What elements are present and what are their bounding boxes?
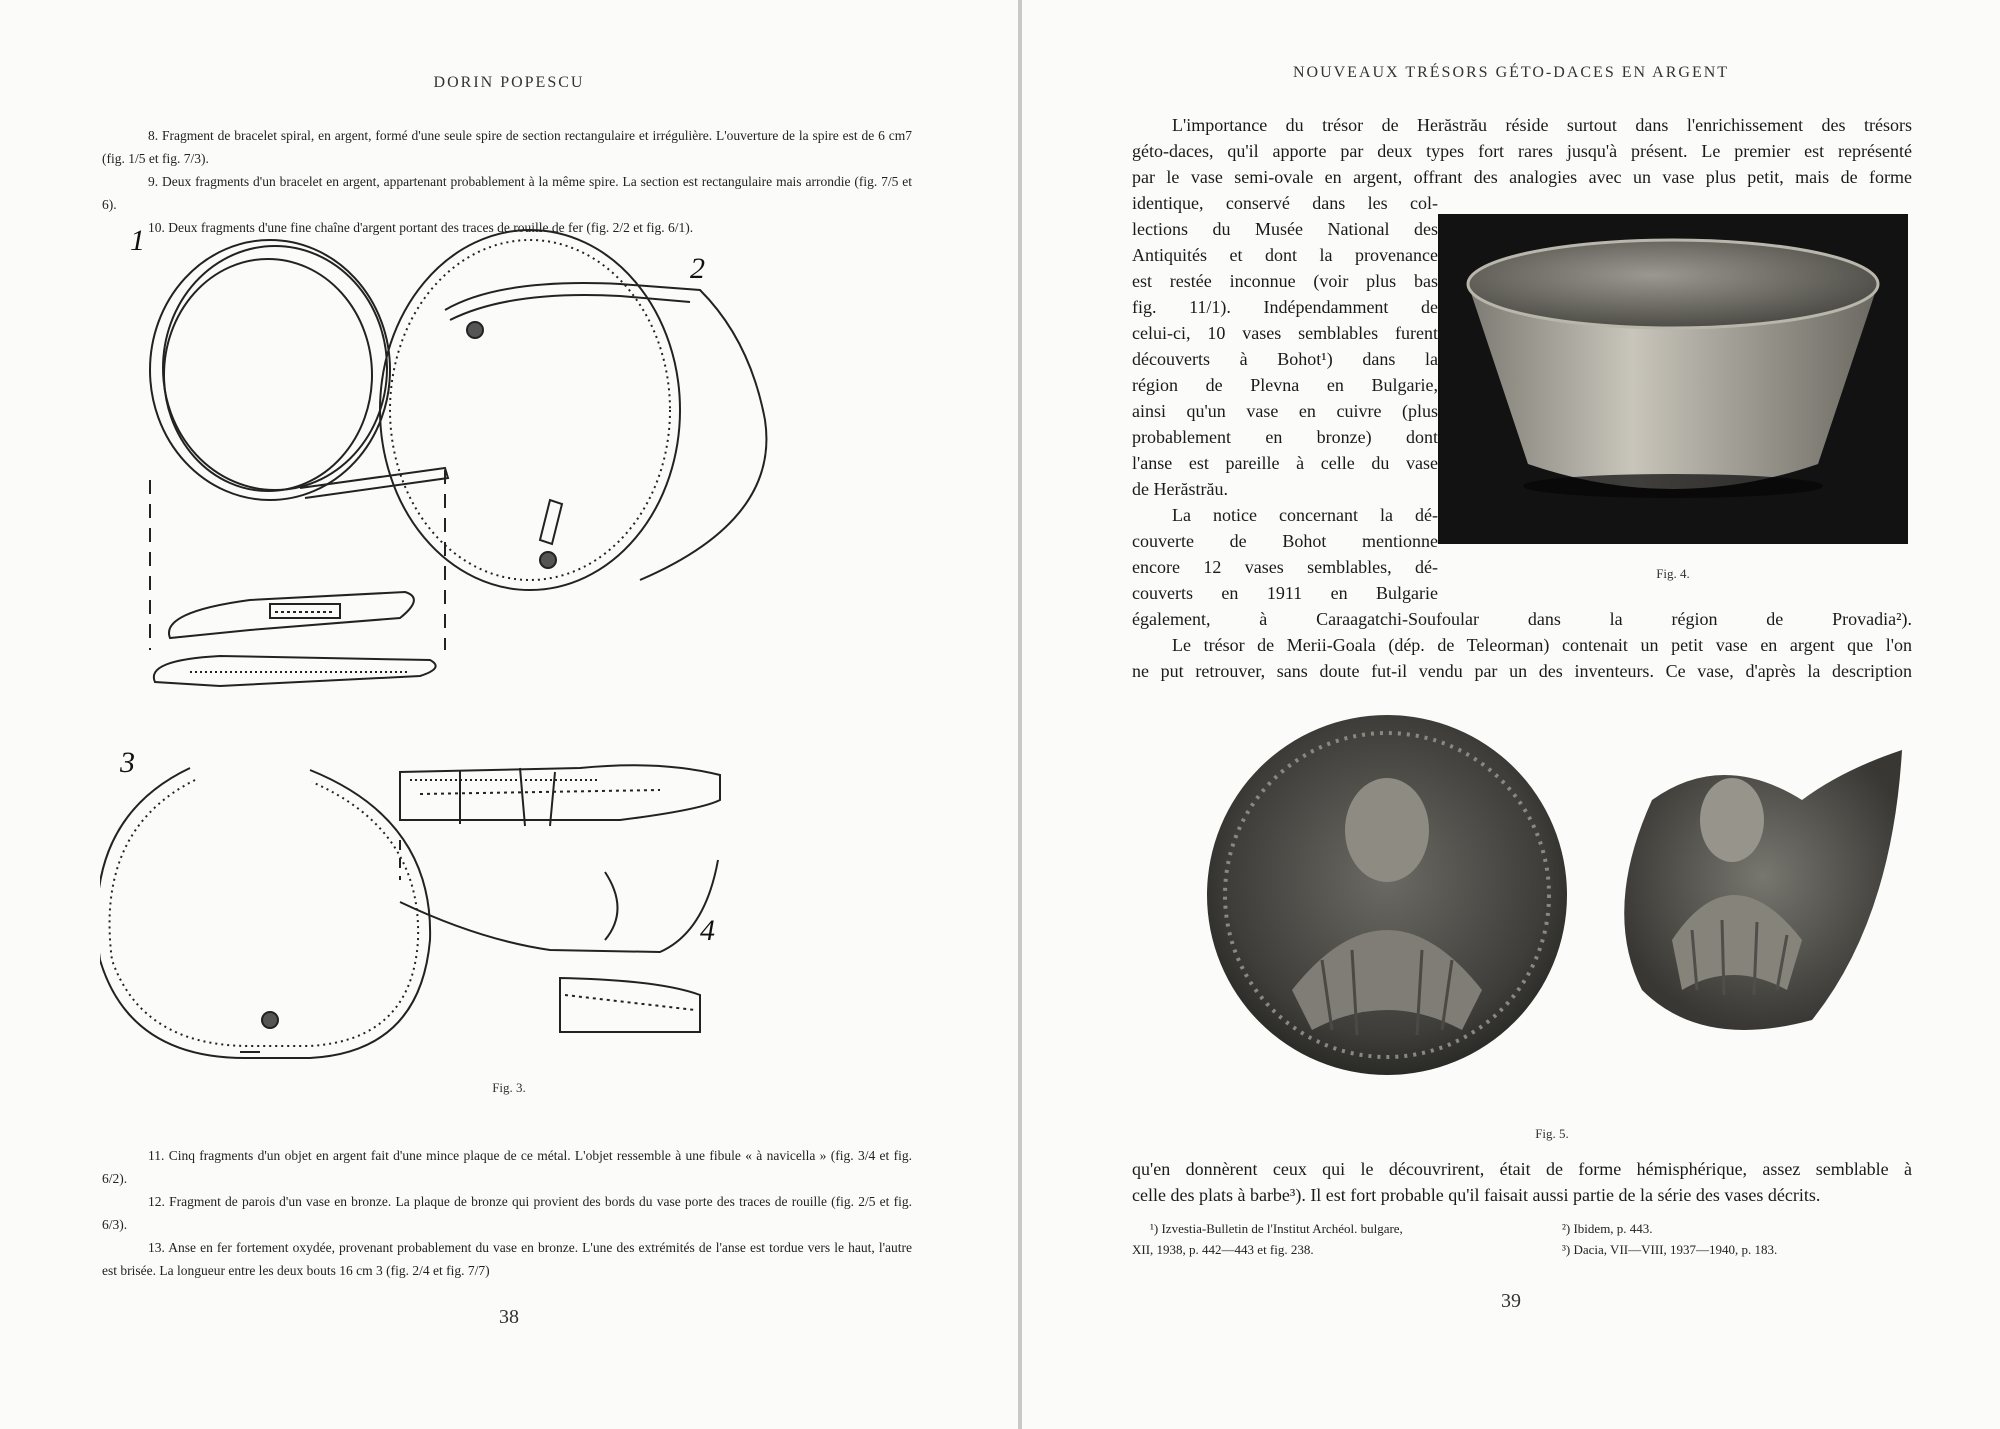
- wrap-line-14: couverte de Bohot mentionne: [1132, 531, 1438, 551]
- page-number-left: 38: [499, 1306, 519, 1328]
- wrap-line-15: encore 12 vases semblables, dé-: [1132, 557, 1438, 577]
- footnote-1-line-1: ¹) Izvestia-Bulletin de l'Institut Archéol. bulgare,: [1150, 1221, 1403, 1236]
- medallion-large: [1207, 715, 1567, 1075]
- wrap-line-10: probablement en bronze) dont: [1132, 427, 1438, 447]
- after-wrap: [1132, 606, 1912, 684]
- footnote-3: ³) Dacia, VII—VIII, 1937—1940, p. 183.: [1562, 1242, 1778, 1257]
- running-header-right: NOUVEAUX TRÉSORS GÉTO-DACES EN ARGENT: [1292, 64, 1730, 81]
- wrap-line-4: est restée inconnue (voir plus bas: [1132, 271, 1438, 291]
- fig-label-2: 2: [690, 252, 705, 285]
- right-page: [1022, 0, 2000, 1429]
- continuation: [1132, 1156, 1912, 1208]
- bracelet-round-3: [100, 768, 430, 1058]
- fig4-bowl-photo: [1438, 214, 1908, 544]
- fig-label-3: 3: [120, 746, 135, 779]
- after-wrap-line-3: ne put retrouver, sans doute fut-il vendu par un des inventeurs. Ce vase, d'après la description: [1132, 661, 1912, 681]
- continuation-line-1: qu'en donnèrent ceux qui le découvrirent, était de forme hémisphérique, assez semblable à: [1132, 1159, 1912, 1179]
- page-number-right: 39: [1501, 1290, 1521, 1312]
- running-header-left: DORIN POPESCU: [433, 74, 585, 91]
- intro-line-2: géto-daces, qu'il apporte par deux types fort rares jusqu'à présent. Le premier est représenté: [1132, 141, 1912, 161]
- wrap-line-2: lections du Musée National des: [1132, 219, 1438, 239]
- wrap-line-5: fig. 11/1). Indépendamment de: [1132, 297, 1438, 317]
- wrap-line-16: couverts en 1911 en Bulgarie: [1132, 583, 1438, 603]
- item-12: 12. Fragment de parois d'un vase en bronze. La plaque de bronze qui provient des bords du vase porte des traces de rouille (fig. 2/5 et fig. 6/3).: [102, 1194, 912, 1232]
- wrap-line-3: Antiquités et dont la provenance: [1132, 245, 1438, 265]
- continuation-line-2: celle des plats à barbe³). Il est fort probable qu'il faisait aussi partie de la série des vases décrits.: [1132, 1185, 1821, 1205]
- bracelet-open-2: [380, 230, 766, 590]
- item-13: 13. Anse en fer fortement oxydée, provenant probablement du vase en bronze. L'une des extrémités de l'anse est tordue vers le haut, l'autre est brisée. La longueur entre les deux bouts 16 cm 3 (fig. 2/4 et fig. 7/7): [102, 1240, 912, 1278]
- wrap-column: [1132, 190, 1438, 606]
- wrap-line-6: celui-ci, 10 vases semblables furent: [1132, 323, 1438, 343]
- wrap-line-11: l'anse est pareille à celle du vase: [1132, 453, 1438, 473]
- fig3-caption: Fig. 3.: [492, 1080, 526, 1095]
- item-9: 9. Deux fragments d'un bracelet en argent, appartenant probablement à la même spire. La section est rectangulaire mais arrondie (fig. 7/5 et 6).: [102, 174, 912, 212]
- footnotes-right: [1562, 1218, 1912, 1260]
- wrap-line-8: région de Plevna en Bulgarie,: [1132, 375, 1438, 395]
- intro-line-1: L'importance du trésor de Herăstrău réside surtout dans l'enrichissement des trésors: [1172, 115, 1912, 135]
- fig5-caption: Fig. 5.: [1535, 1126, 1569, 1141]
- item-8: 8. Fragment de bracelet spiral, en argent, formé d'une seule spire de section rectangulaire et irrégulière. L'ouverture de la spire est de 6 cm7 (fig. 1/5 et fig. 7/3).: [102, 128, 912, 166]
- fig-label-4: 4: [700, 914, 715, 947]
- footnotes-left: [1132, 1218, 1552, 1260]
- fragments-4: [400, 765, 720, 1032]
- wrap-line-1: identique, conservé dans les col-: [1132, 193, 1438, 213]
- wrap-line-13: La notice concernant la dé-: [1172, 505, 1438, 525]
- intro-line-3: par le vase semi-ovale en argent, offrant des analogies avec un vase plus petit, mais de forme: [1132, 167, 1912, 187]
- wrap-line-9: ainsi qu'un vase en cuivre (plus: [1132, 401, 1438, 421]
- bottom-paragraphs: [102, 1144, 912, 1282]
- medallion-small: [1624, 750, 1902, 1030]
- fig5-medallions-photo: [1202, 690, 1902, 1110]
- fig-label-1: 1: [130, 224, 145, 257]
- footnote-2: ²) Ibidem, p. 443.: [1562, 1221, 1653, 1236]
- footnote-1-line-2: XII, 1938, p. 442—443 et fig. 238.: [1132, 1242, 1314, 1257]
- bracelet-spiral-1: [150, 240, 448, 686]
- after-wrap-line-1: également, à Caraagatchi-Soufoular dans la région de Provadia²).: [1132, 609, 1912, 629]
- intro-lines: [1132, 112, 1912, 190]
- wrap-line-12: de Herăstrău.: [1132, 479, 1228, 499]
- item-10: 10. Deux fragments d'une fine chaîne d'argent portant des traces de rouille de fer (fig. 2/2 et fig. 6/1).: [148, 220, 694, 235]
- fig4-caption: Fig. 4.: [1656, 566, 1690, 581]
- item-11: 11. Cinq fragments d'un objet en argent fait d'une mince plaque de ce métal. L'objet ressemble à une fibule « à navicella » (fig. 3/4 et fig. 6/2).: [102, 1148, 912, 1186]
- wrap-line-7: découverts à Bohot¹) dans la: [1132, 349, 1438, 369]
- after-wrap-line-2: Le trésor de Merii-Goala (dép. de Teleorman) contenait un petit vase en argent que l'on: [1172, 635, 1912, 655]
- figure-3-drawing: [100, 220, 920, 1080]
